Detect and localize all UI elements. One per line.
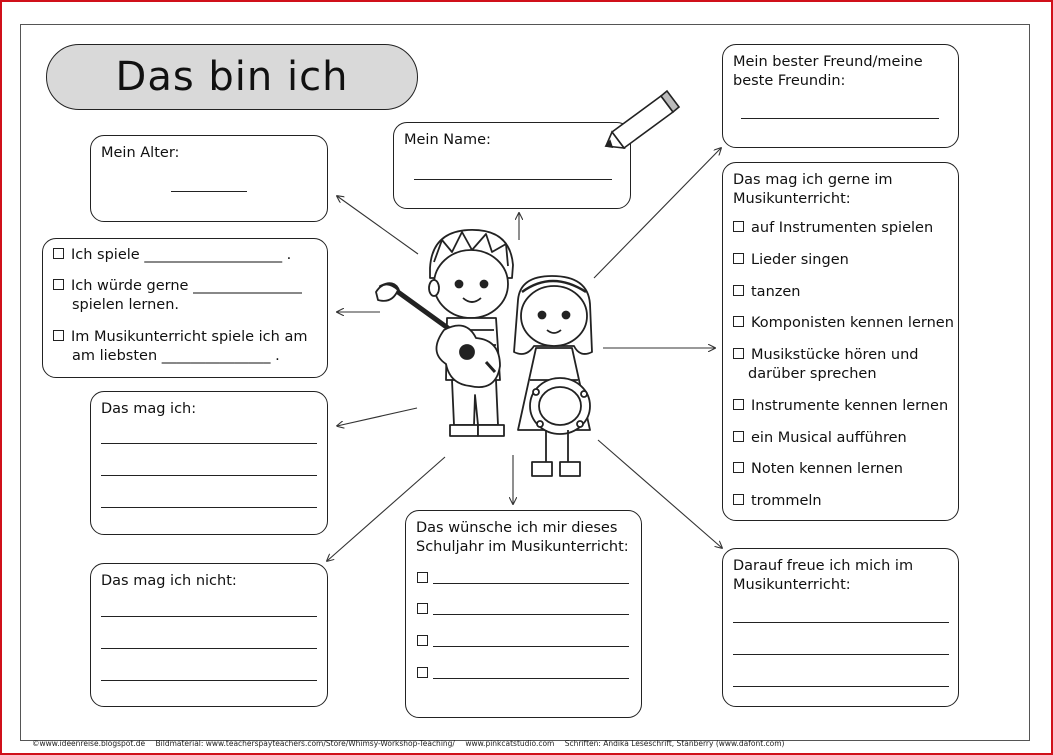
arrow-to-age — [337, 196, 418, 254]
arrow-to-looking-forward — [598, 440, 722, 548]
looking-forward-label-2: Musikunterricht: — [733, 577, 851, 593]
music-option-cont: darüber sprechen — [748, 366, 877, 382]
music-option[interactable]: Komponisten kennen lernen — [733, 314, 954, 333]
footer-images: Bildmaterial: www.teacherspayteachers.com/Store/Whimsy-Workshop-Teaching/ — [155, 739, 455, 748]
arrow-to-likes — [337, 408, 417, 426]
music-option[interactable]: Instrumente kennen lernen — [733, 397, 948, 416]
instrument-item-favorite[interactable]: Im Musikunterricht spiele ich am — [53, 328, 307, 347]
music-option[interactable]: Noten kennen lernen — [733, 460, 903, 479]
music-likes-label-1: Das mag ich gerne im — [733, 172, 893, 188]
boy-with-guitar-icon — [376, 230, 513, 436]
pencil-icon — [606, 91, 679, 148]
name-label: Mein Name: — [404, 132, 491, 148]
wish-label-2: Schuljahr im Musikunterricht: — [416, 539, 629, 555]
instrument-item-learn[interactable]: Ich würde gerne _______________ — [53, 277, 302, 296]
dislikes-label: Das mag ich nicht: — [101, 573, 237, 589]
age-label: Mein Alter: — [101, 145, 180, 161]
arrow-to-friend — [594, 148, 721, 278]
footer-credits — [32, 739, 792, 748]
instrument-item-learn-cont: spielen lernen. — [72, 297, 180, 313]
girl-with-tambourine-icon — [514, 276, 592, 476]
music-option[interactable]: Musikstücke hören und — [733, 346, 919, 365]
music-option[interactable]: Lieder singen — [733, 251, 849, 270]
music-option[interactable]: auf Instrumenten spielen — [733, 219, 933, 238]
footer-pinkcat: www.pinkcatstudio.com — [465, 739, 555, 748]
friend-label-1: Mein bester Freund/meine — [733, 54, 923, 70]
instrument-item-favorite-cont: am liebsten _______________ . — [72, 348, 280, 364]
instrument-item-play[interactable]: Ich spiele ___________________ . — [53, 246, 291, 265]
arrow-to-dislikes — [327, 457, 445, 561]
footer-copyright: ©www.ideenreise.blogspot.de — [32, 739, 146, 748]
music-likes-label-2: Musikunterricht: — [733, 191, 851, 207]
likes-label: Das mag ich: — [101, 401, 197, 417]
music-option[interactable]: ein Musical aufführen — [733, 429, 907, 448]
friend-label-2: beste Freundin: — [733, 73, 846, 89]
looking-forward-label-1: Darauf freue ich mich im — [733, 558, 914, 574]
page-title: Das bin ich — [46, 44, 418, 110]
music-option[interactable]: tanzen — [733, 283, 800, 302]
music-option[interactable]: trommeln — [733, 492, 822, 511]
footer-fonts: Schriften: Andika Leseschrift, Stanberry (www.dafont.com) — [564, 739, 785, 748]
wish-label-1: Das wünsche ich mir dieses — [416, 520, 618, 536]
